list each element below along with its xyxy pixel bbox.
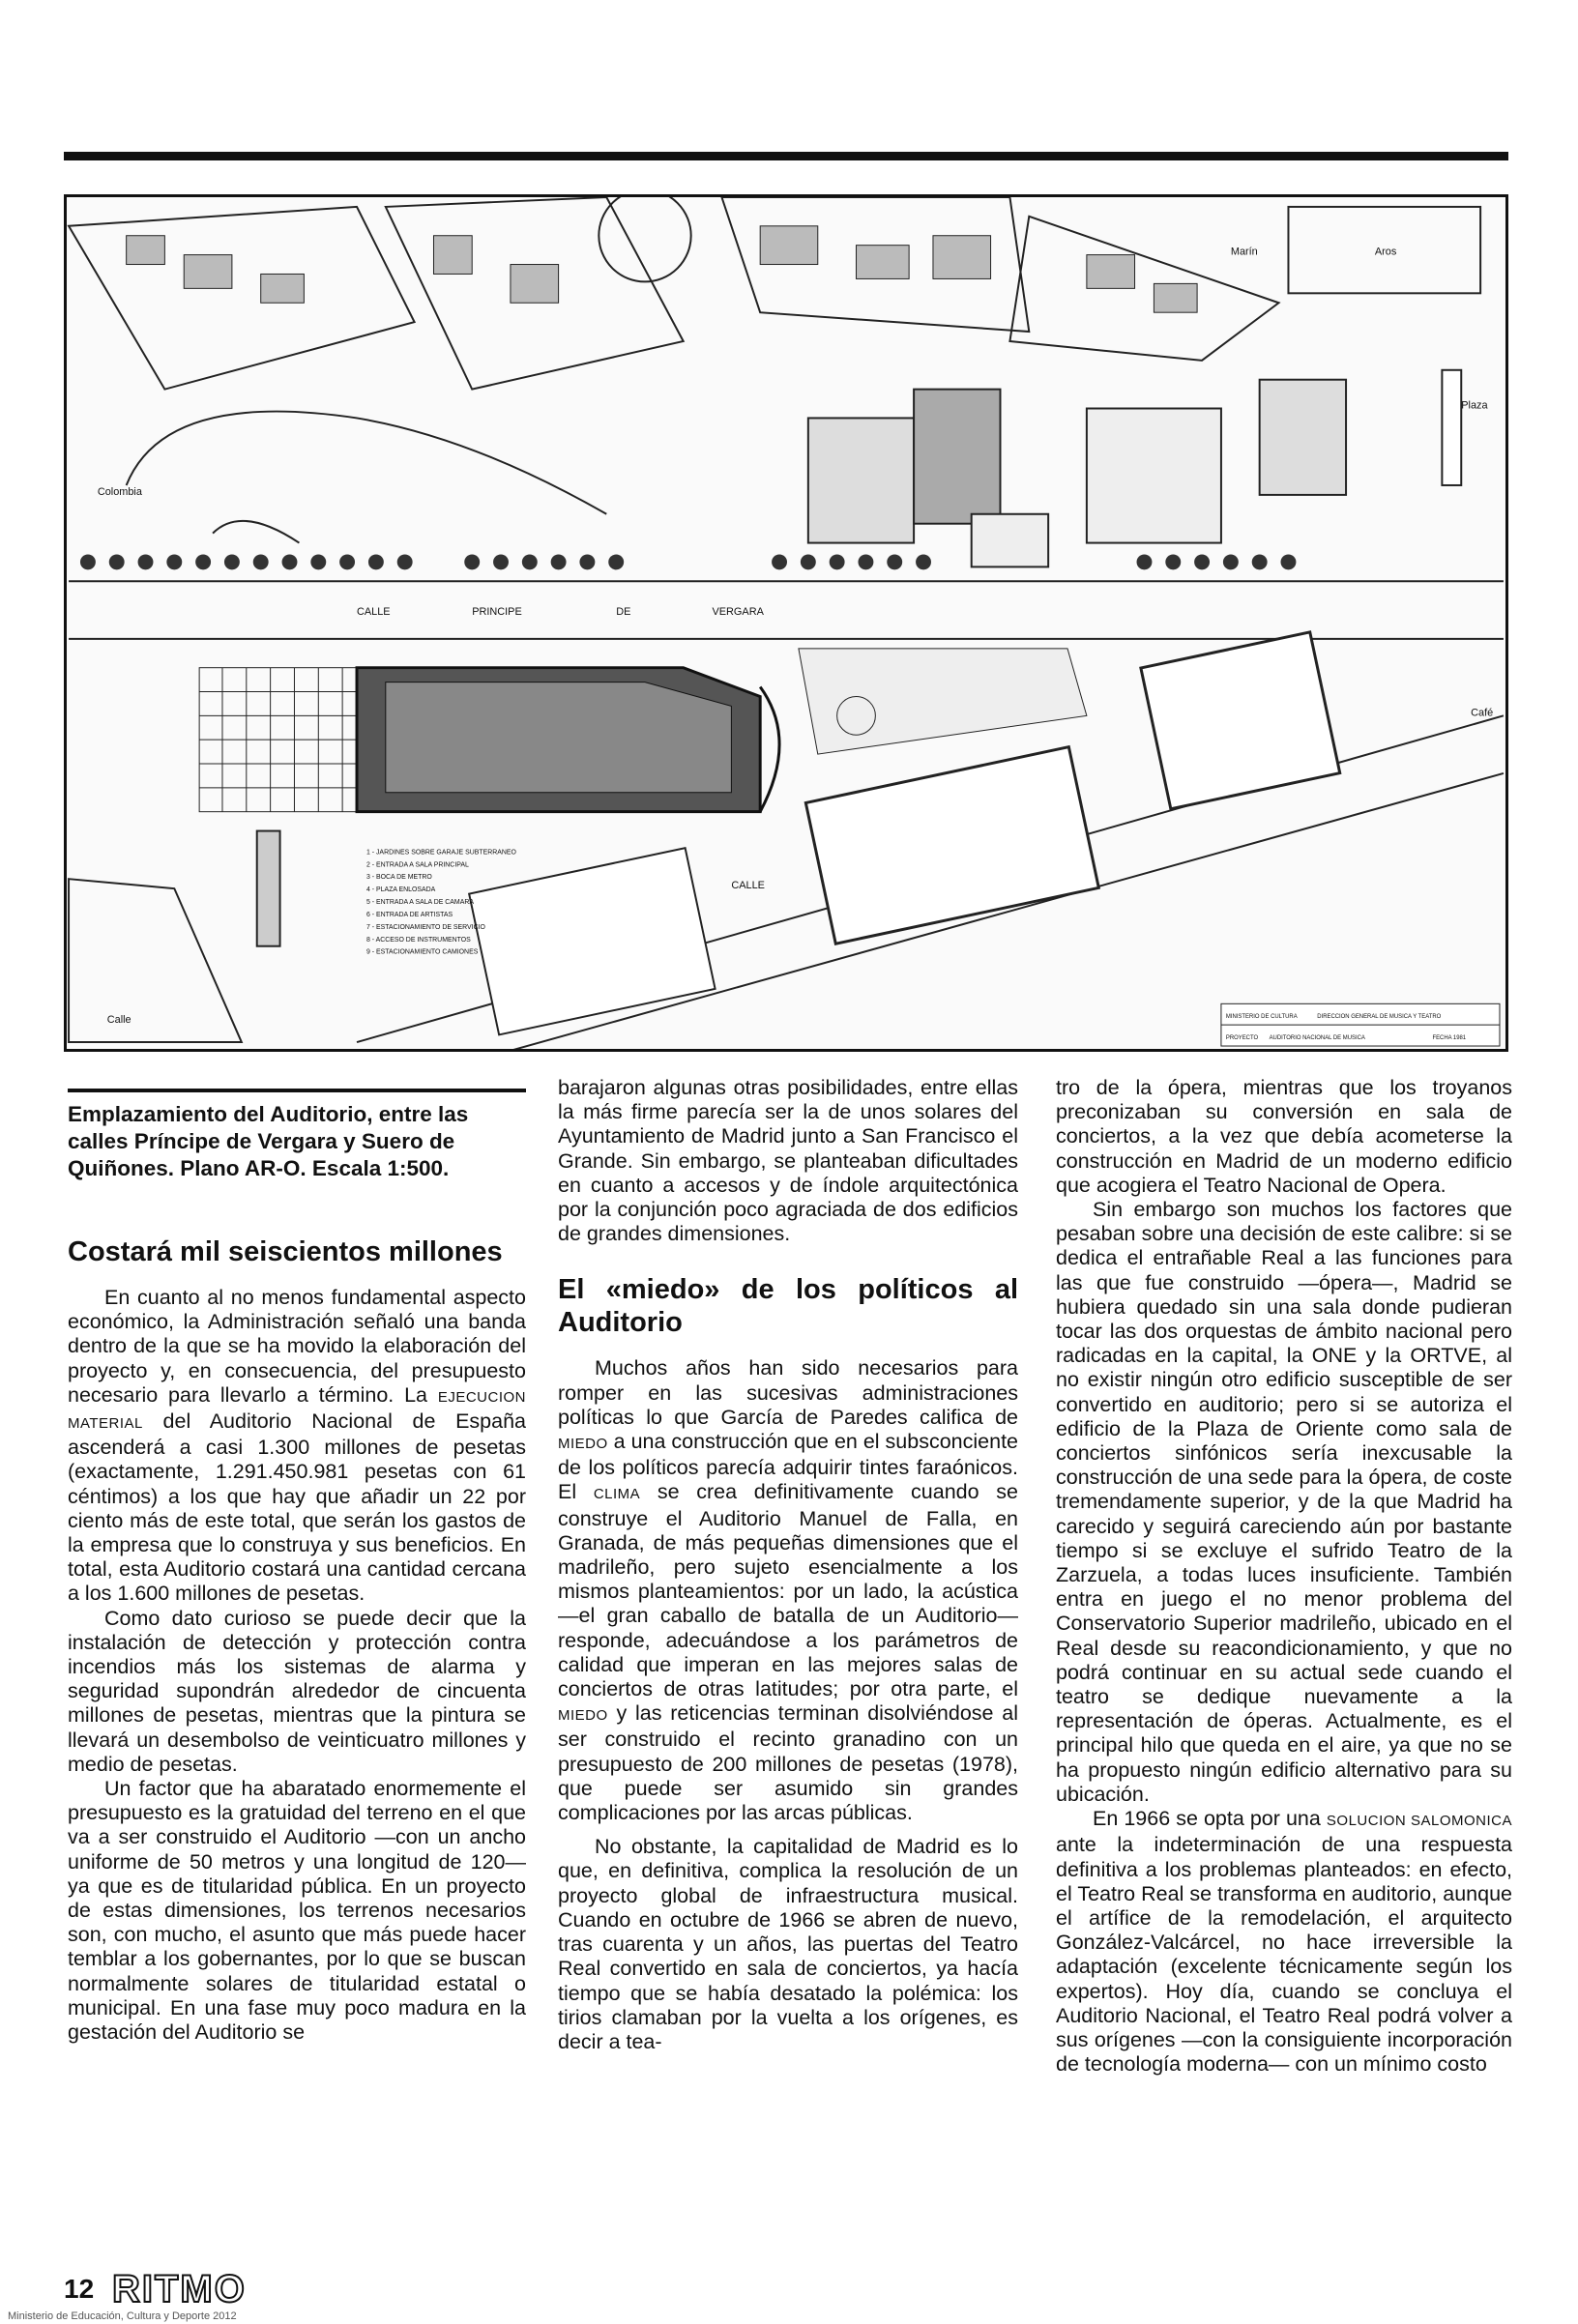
small-caps-run: MIEDO: [558, 1707, 608, 1725]
page-number: 12: [64, 2274, 95, 2304]
text-run: En cuanto al no menos fundamental aspecto económico, la Administración señaló una banda dentro de la que se ha movido la elaboración del proyecto y, en consecuencia, del presupuesto necesario para llevarlo a término. La: [68, 1286, 526, 1407]
legend-item: 8 - ACCESO DE INSTRUMENTOS: [365, 936, 471, 944]
magazine-logo: RITMO: [112, 2268, 247, 2310]
plan-street-word-3: DE: [616, 606, 631, 619]
site-plan: [64, 194, 1508, 1052]
text-run: del Auditorio Nacional de España ascenderá a casi 1.300 millones de pesetas (exactamente, 1.291.450.981 pesetas con 61 céntimos) a los que hay que añadir un 22 por ciento más de este total, que serán los gastos de la empresa que lo construya y sus beneficios. En total, esta Auditorio costará una cantidad cercana a los 1.600 millones de pesetas.: [68, 1409, 526, 1606]
plan-label-0: Calle: [106, 1014, 132, 1027]
legend-item: 7 - ESTACIONAMIENTO DE SERVICIO: [365, 923, 485, 931]
plan-label-1: Marín: [1230, 246, 1258, 258]
plan-label-4: Plaza: [1461, 399, 1488, 412]
text-run: ante la indeterminación de una respuesta definitiva a los problemas planteados: en efecto, el Teatro Real se transforma en auditorio, aunque el artífice de la remodelación, el arquitecto González-Valcárcel, no hace irreversible la adaptación (excelente técnicamente según los expertos). Hoy día, cuando se concluya el Auditorio Nacional, el Teatro Real podrá volver a sus orígenes —con la consiguiente incorporación de tecnología moderna— con un mínimo costo: [1056, 1833, 1512, 2077]
column-1: [68, 1235, 526, 2045]
site-plan-drawing: [67, 197, 1505, 1049]
top-rule: [64, 152, 1508, 160]
plan-label-3: Colombia: [97, 485, 142, 498]
paragraph: tro de la ópera, mientras que los troyanos preconizaban su conversión en sala de conciertos, a la vez que debía acometerse la construcción en Madrid de un moderno edificio que acogiera el Teatro Nacional de Opera.: [1056, 1076, 1512, 1197]
title-block-project-label: PROYECTO: [1225, 1035, 1259, 1042]
legend-item: 6 - ENTRADA DE ARTISTAS: [365, 911, 453, 918]
auditorium-building: [357, 668, 779, 812]
text-run: En 1966 se opta por una: [1093, 1807, 1327, 1831]
small-caps-run: CLIMA: [593, 1486, 641, 1503]
paragraph: Como dato curioso se puede decir que la instalación de detección y protección contra incendios más los sistemas de alarma y seguridad supondrán alrededor de cincuenta millones de pesetas, mientras que la pintura se llevará un desembolso de veinticuatro millones y medio de pesetas.: [68, 1606, 526, 1776]
legend-item: 2 - ENTRADA A SALA PRINCIPAL: [365, 861, 469, 869]
legend-item: 4 - PLAZA ENLOSADA: [365, 886, 436, 894]
column-3: [1056, 1076, 1512, 2077]
plan-street-word-2: PRINCIPE: [472, 606, 522, 619]
paragraph: barajaron algunas otras posibilidades, entre ellas la más firme parecía ser la de unos solares del Ayuntamiento de Madrid junto a San Francisco el Grande. Sin embargo, se planteaban dificultades en cuanto a accesos y de índole arquitectónica por la conjunción poco agraciada de dos edificios de grandes dimensiones.: [558, 1076, 1018, 1246]
paragraph: No obstante, la capitalidad de Madrid es lo que, en definitiva, complica la resolución de un proyecto global de infraestructura musical. Cuando en octubre de 1966 se abren de nuevo, tras cuarenta y un años, las puertas del Teatro Real convertido en sala de conciertos, ya hacía tiempo que se había desatado la polémica: los tirios clamaban por la vuelta a los orígenes, es decir a tea-: [558, 1835, 1018, 2053]
paragraph: [68, 1286, 526, 1607]
legend-item: 9 - ESTACIONAMIENTO CAMIONES: [365, 948, 479, 956]
text-run: se crea definitivamente cuando se construye el Auditorio Manuel de Falla, en Granada, de más pequeñas dimensiones que el madrileño, pero sujeto esencialmente a los mismos planteamientos: por un lado, la acústica —el gran caballo de batalla de un Auditorio— responde, adecuándose a los parámetros de calidad que imperan en las mejores salas de conciertos de otras latitudes; por otra parte, el: [558, 1480, 1018, 1701]
plan-label-5: Café: [1471, 707, 1494, 719]
column-2: [558, 1076, 1018, 2054]
paragraph: Sin embargo son muchos los factores que pesaban sobre una decisión de este calibre: si se dedica el entrañable Real a las funciones para las que fue construido —ópera—, Madrid se hubiera quedado sin una sala donde pudieran tocar las dos orquestas de ámbito nacional pero radicadas en la capital, la ONE y la ORTVE, al no existir ningún otro edificio susceptible de ser convertido en auditorio; pero si se autoriza el edificio de la Plaza de Oriente como sala de conciertos sinfónicos sería inexcusable la construcción de una sede para la ópera, de coste tremendamente superior, y de la que Madrid ha carecido y seguirá careciendo aún por bastante tiempo si se excluye el sufrido Teatro de la Zarzuela, a todas luces insuficiente. También entra en juego el no menor problema del Conservatorio Superior madrileño, ubicado en el Real desde su reacondicionamiento, y que no podrá continuar en su actual sede cuando el teatro se dedique nuevamente a la representación de óperas. Actualmente, es el principal hilo que queda en el aire, ya que no se ha propuesto ningún edificio alternativo para su ubicación.: [1056, 1198, 1512, 1806]
plan-street-word-1: CALLE: [357, 606, 391, 619]
section-heading-cost: Costará mil seiscientos millones: [68, 1236, 503, 1267]
plan-street-second: CALLE: [731, 880, 765, 892]
legend-item: 5 - ENTRADA A SALA DE CAMARA: [365, 899, 475, 907]
small-caps-run: MIEDO: [558, 1436, 608, 1453]
paragraph: [558, 1356, 1018, 1825]
small-caps-run: SOLUCION SALOMONICA: [1326, 1813, 1512, 1830]
legend-item: 1 - JARDINES SOBRE GARAJE SUBTERRANEO: [365, 849, 516, 857]
title-block-date: FECHA 1981: [1432, 1035, 1467, 1042]
section-heading-fear: El «miedo» de los políticos al Auditorio: [558, 1274, 1018, 1339]
text-run: Muchos años han sido necesarios para romper en las sucesivas administraciones políticas lo que García de Paredes califica de: [558, 1356, 1018, 1429]
plan-caption: Emplazamiento del Auditorio, entre las calles Príncipe de Vergara y Suero de Quiñones. Plano AR-O. Escala 1:500.: [68, 1102, 469, 1180]
legend-item: 3 - BOCA DE METRO: [365, 874, 432, 882]
paragraph: [1056, 1807, 1512, 2077]
plan-label-2: Aros: [1374, 246, 1397, 258]
plan-street-word-4: VERGARA: [712, 606, 764, 619]
title-block-dept: DIRECCION GENERAL DE MUSICA Y TEATRO: [1317, 1014, 1442, 1021]
plan-title-block: [1221, 1003, 1500, 1046]
text-run: a una construcción que en el subsconciente de los políticos parecía adquirir tintes faraónicos. El: [558, 1430, 1018, 1504]
small-caps-run: EJECUCION MATERIAL: [68, 1388, 526, 1433]
paragraph: Un factor que ha abaratado enormemente el presupuesto es la gratuidad del terreno en el que va a ser construido el Auditorio —con un ancho uniforme de 50 metros y una longitud de 120— ya que es de titularidad pública. En un proyecto de estas dimensiones, los terrenos necesarios son, con mucho, el asunto que más puede hacer temblar a los gobernantes, por lo que se buscan normalmente solares de titularidad estatal o municipal. En una fase muy poco madura en la gestación del Auditorio se: [68, 1777, 526, 2045]
title-block-org: MINISTERIO DE CULTURA: [1225, 1014, 1298, 1021]
title-block-project: AUDITORIO NACIONAL DE MUSICA: [1269, 1035, 1365, 1042]
text-run: y las reticencias terminan disolviéndose al ser construido el recinto granadino con un presupuesto de 200 millones de pesetas (1978), que puede ser asumido sin grandes complicaciones por las arcas públicas.: [558, 1701, 1018, 1825]
digitization-credit: Ministerio de Educación, Cultura y Deporte 2012: [8, 2310, 237, 2322]
caption-rule: [68, 1089, 526, 1092]
